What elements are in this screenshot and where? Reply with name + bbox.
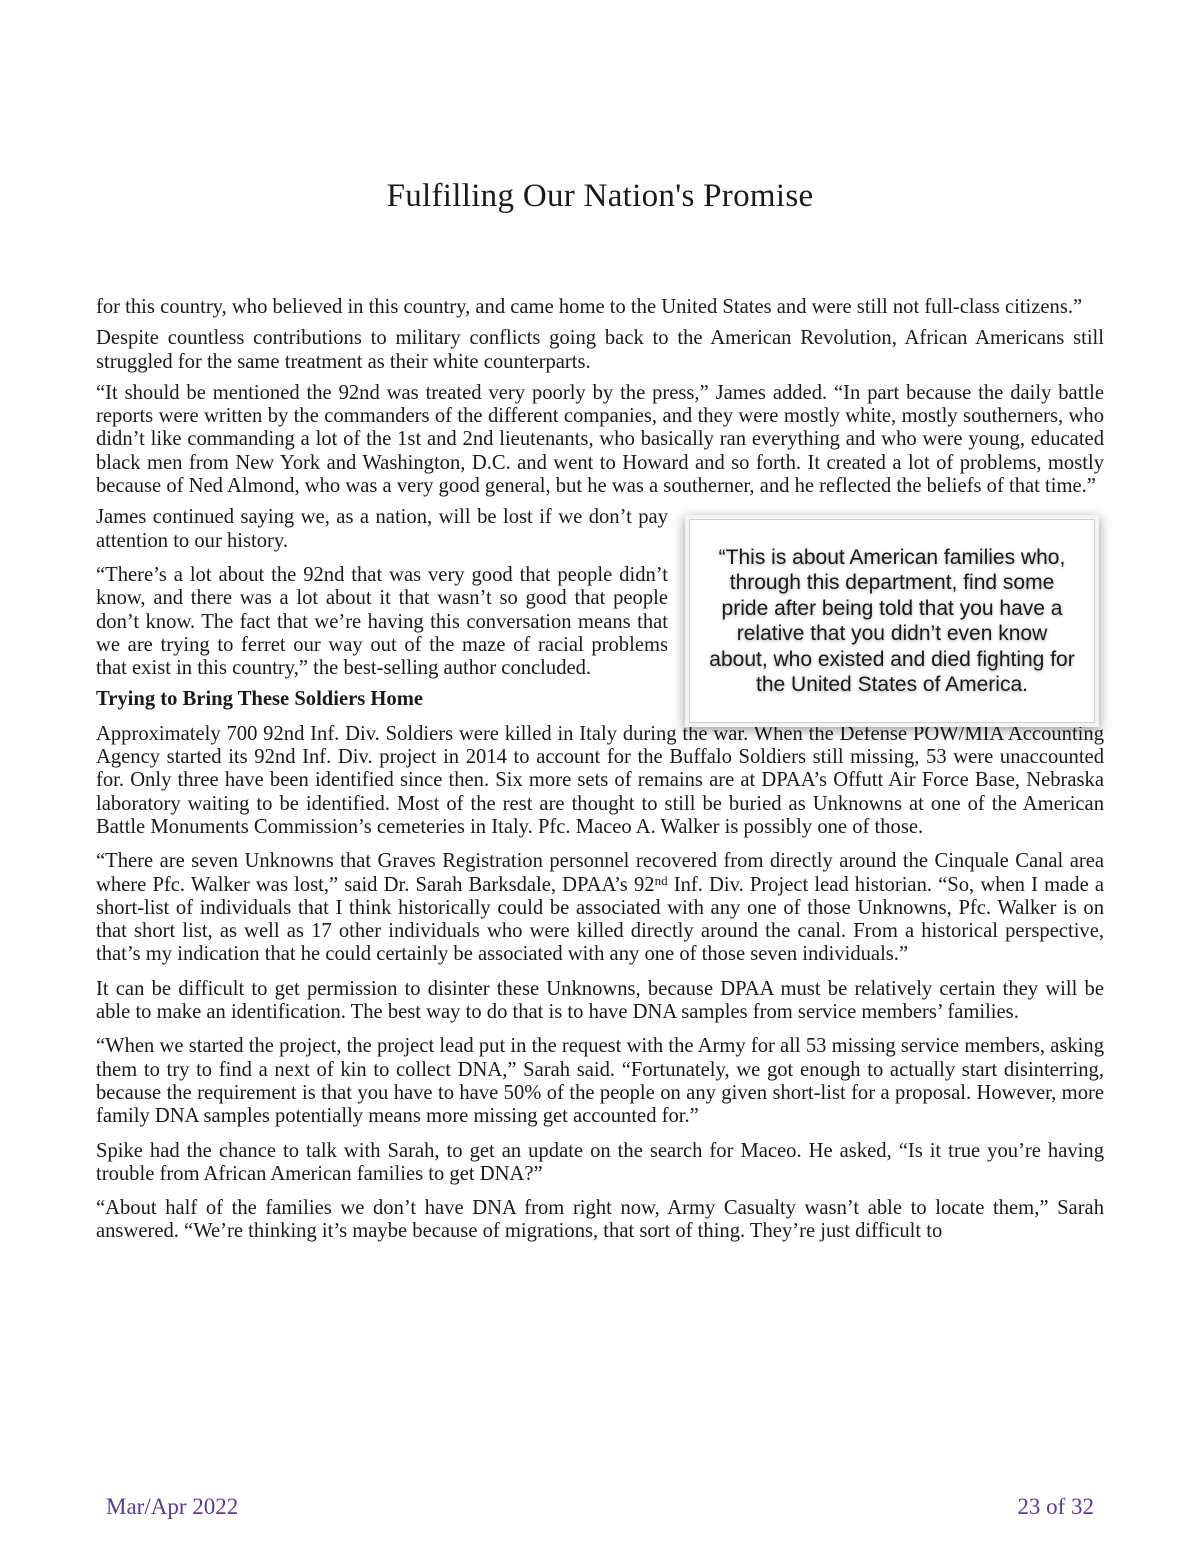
page-title: Fulfilling Our Nation's Promise [386, 178, 814, 214]
issue-date: Mar/Apr 2022 [106, 1494, 239, 1519]
paragraph: “There’s a lot about the 92nd that was very good that people didn’t know, and there was a lot about it that wasn’t so good that people don’t know. The fact that we’re having this conversation means that we are trying to ferret our way out of the maze of racial problems that exist in this country,” the best-selling author concluded. [96, 563, 668, 680]
paragraph: for this country, who believed in this country, and came home to the United States and were still not full-class citizens.” [96, 296, 1083, 318]
section-heading: Trying to Bring These Soldiers Home [96, 688, 424, 711]
paragraph: “It should be mentioned the 92nd was treated very poorly by the press,” James added. “In part because the daily battle reports were written by the commanders of the different companies, and they were mostly white, mostly southerners, who didn’t like commanding a lot of the 1st and 2nd lieutenants, who basically ran everything and who were young, educated black men from New York and Washington, D.C. and went to Howard and so forth. It created a lot of problems, mostly because of Ned Almond, who was a very good general, but he was a southerner, and he reflected the beliefs of that time.” [96, 381, 1104, 498]
ordinal-suffix: nd [654, 872, 668, 888]
paragraph: Spike had the chance to talk with Sarah, to get an update on the search for Maceo. He asked, “Is it true you’re having trouble from African American families to get DNA?” [96, 1139, 1104, 1185]
paragraph-text: “There are seven Unknowns that Graves Registration personnel recovered from directly around the Cinquale Canal area where Pfc. Walker was lost,” said Dr. Sarah Barksdale, DPAA’s 92 [96, 850, 1104, 896]
paragraph: “About half of the families we don’t have DNA from right now, Army Casualty wasn’t able to locate them,” Sarah answered. “We’re thinking it’s maybe because of migrations, that sort of thing. They’re just difficult to [96, 1197, 1104, 1243]
pull-quote-text: “This is about American families who, through this department, find some pride after being told that you have a relative that you didn’t even know about, who existed and died fighting for the United States of America. [709, 545, 1075, 697]
paragraph: “When we started the project, the project lead put in the request with the Army for all 53 missing service members, asking them to try to find a next of kin to collect DNA,” Sarah said. “Fortunately, we got enough to actually start disinterring, because the requirement is that you have to have 50% of the people on any given short-list for a proposal. However, more family DNA samples potentially means more missing get accounted for.” [96, 1035, 1104, 1128]
paragraph: James continued saying we, as a nation, will be lost if we don’t pay attention to our history. [96, 506, 668, 552]
quote-section [96, 506, 1104, 697]
paragraph [96, 850, 1104, 966]
pull-quote-box [690, 520, 1094, 722]
paragraph: Despite countless contributions to military conflicts going back to the American Revolution, African Americans still struggled for the same treatment as their white counterparts. [96, 327, 1104, 373]
paragraph: Approximately 700 92nd Inf. Div. Soldiers were killed in Italy during the war. When the Defense POW/MIA Accounting Agency started its 92nd Inf. Div. project in 2014 to account for the Buffalo Soldiers still missing, 53 were unaccounted for. Only three have been identified since then. Six more sets of remains are at DPAA’s Offutt Air Force Base, Nebraska laboratory waiting to be identified. Most of the rest are thought to still be buried as Unknowns at one of the American Battle Monuments Commission’s cemeteries in Italy. Pfc. Maceo A. Walker is possibly one of those. [96, 722, 1104, 838]
paragraph: It can be difficult to get permission to disinter these Unknowns, because DPAA must be relatively certain they will be able to make an identification. The best way to do that is to have DNA samples from service members’ families. [96, 977, 1104, 1024]
article-body [96, 296, 1104, 1255]
paragraph-text: Inf. Div. Project lead historian. “So, when I made a short-list of individuals that I think historically could be associated with any one of those Unknowns, Pfc. Walker is on that short list, as well as 17 other individuals who were killed directly around the canal. From a historical perspective, that’s my indication that he could certainly be associated with any one of those seven individuals.” [96, 873, 1104, 966]
page-number: 23 of 32 [1017, 1494, 1094, 1519]
